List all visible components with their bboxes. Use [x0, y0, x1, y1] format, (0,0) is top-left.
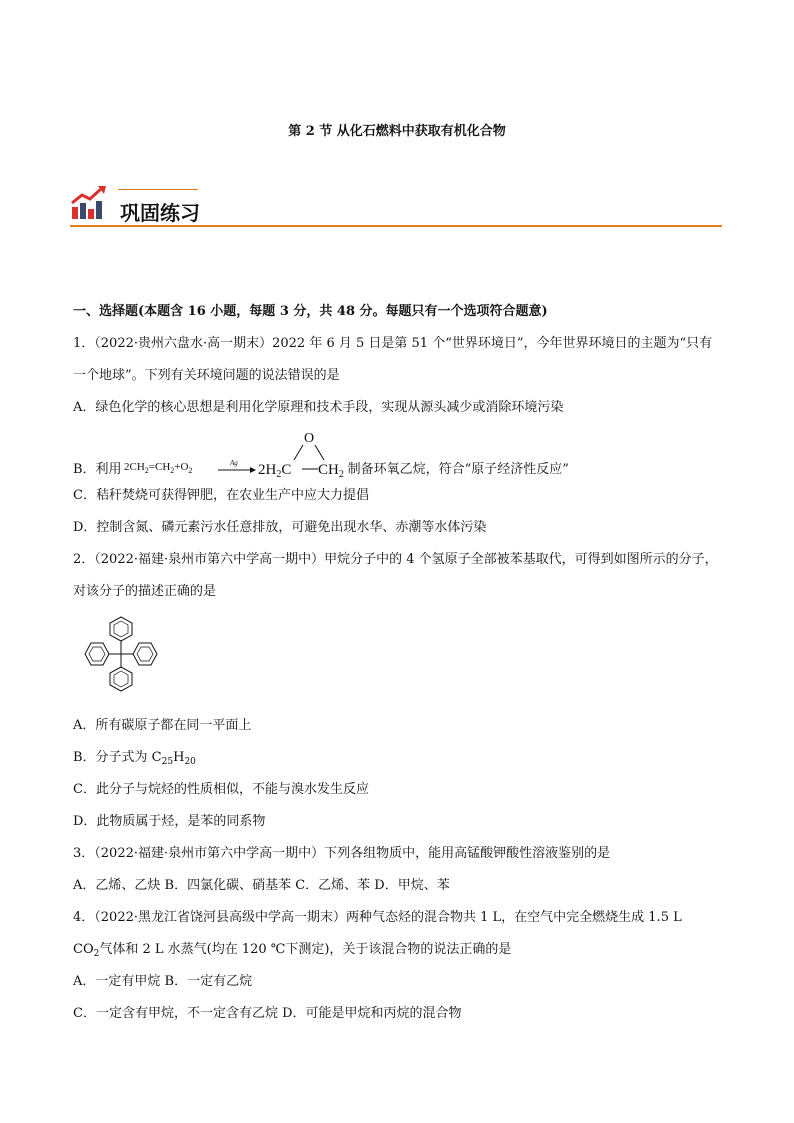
- eq-catalyst: Ag: [229, 459, 238, 467]
- q2-stem-line1: 2．（2022·福建·泉州市第六中学高一期中）甲烷分子中的 4 个氢原子全部被苯基取代，可得到如图所示的分子，: [73, 552, 718, 567]
- q1-stem-line1: 1．（2022·贵州六盘水·高一期末）2022 年 6 月 5 日是第 51 个“世界环境日”，今年世界环境日的主题为“只有: [73, 336, 713, 351]
- q2-option-c: C．此分子与烷烃的性质相似，不能与溴水发生反应: [73, 782, 369, 797]
- tetraphenylmethane-structure: [73, 614, 725, 704]
- q4-stem-line1: 4．（2022·黑龙江省饶河县高级中学高一期末）两种气态烃的混合物共 1 L，在空气中完全燃烧生成 1.5 L: [73, 910, 682, 925]
- q4-options-ab: A．一定有甲烷 B．一定有乙烷: [73, 974, 253, 989]
- eq-rhs-ch2: $CH_2$: [317, 462, 344, 480]
- q4-stem-line2: $CO_2$气体和 2 L 水蒸气(均在 120 ℃下测定)，关于该混合物的说法正确的是: [73, 942, 512, 959]
- q1-option-b-prefix: B．利用: [73, 462, 122, 477]
- q1-option-b: [73, 428, 725, 480]
- eq-ring-oxygen: O: [303, 431, 314, 446]
- bar-chart-trend-icon: [70, 185, 110, 221]
- eq-lhs: $2CH_2=CH_2+O_2$: [123, 461, 192, 475]
- q1-option-c: C．秸秆焚烧可获得钾肥，在农业生产中应大力提倡: [73, 488, 369, 503]
- q2-option-d: D．此物质属于烃，是苯的同系物: [73, 814, 266, 829]
- q4-options-cd: C．一定含有甲烷，不一定含有乙烷 D．可能是甲烷和丙烷的混合物: [73, 1006, 462, 1021]
- q1-option-d: D．控制含氮、磷元素污水任意排放，可避免出现水华、赤潮等水体污染: [73, 520, 487, 535]
- section-banner: [70, 185, 722, 229]
- banner-top-rule: [118, 189, 198, 190]
- q2-option-a: A．所有碳原子都在同一平面上: [73, 718, 252, 733]
- q2-stem-line2: 对该分子的描述正确的是: [73, 584, 217, 599]
- banner-bottom-rule: [70, 225, 722, 227]
- eq-rhs: $2H_2C$: [257, 462, 291, 480]
- eq-arrowhead: [250, 467, 256, 473]
- page-title: 第 2 节 从化石燃料中获取有机化合物: [288, 124, 506, 139]
- q1-option-b-suffix: 制备环氧乙烷，符合“原子经济性反应”: [347, 462, 569, 477]
- question-list: [73, 296, 725, 1030]
- q1-stem-line2: 一个地球”。下列有关环境问题的说法错误的是: [73, 368, 340, 383]
- q1-reaction-equation: [122, 428, 348, 480]
- q1-option-a: A．绿色化学的核心思想是利用化学原理和技术手段，实现从源头减少或消除环境污染: [73, 400, 564, 415]
- eq-ring-bond-left: [294, 445, 303, 460]
- banner-title: 巩固练习: [120, 201, 200, 225]
- eq-ring-bond-right: [315, 445, 324, 460]
- section-heading: 一、选择题(本题含 16 小题，每题 3 分，共 48 分。每题只有一个选项符合题意): [73, 304, 548, 319]
- q3-options: A．乙烯、乙炔 B．四氯化碳、硝基苯 C．乙烯、苯 D．甲烷、苯: [73, 878, 450, 893]
- q3-stem: 3．（2022·福建·泉州市第六中学高一期中）下列各组物质中，能用高锰酸钾酸性溶液鉴别的是: [73, 846, 611, 861]
- q2-option-b: B．分子式为 $C_{25}H_{20}$: [73, 750, 196, 767]
